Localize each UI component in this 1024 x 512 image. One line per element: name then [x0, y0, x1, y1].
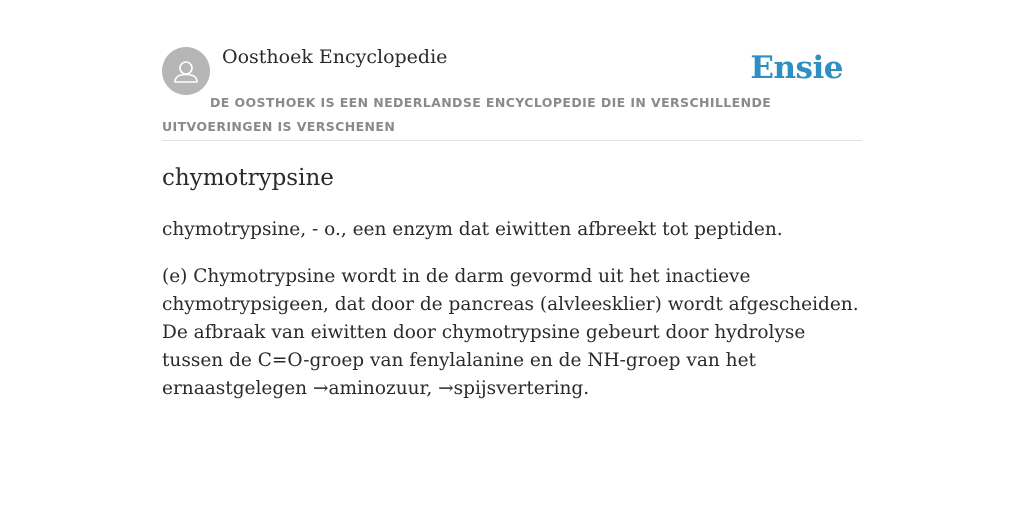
link-spijsvertering[interactable]: →spijsvertering — [438, 378, 584, 399]
user-icon — [162, 47, 210, 95]
article-definition: chymotrypsine, - o., een enzym dat eiwitten afbreekt tot peptiden. — [162, 219, 783, 240]
article-body — [162, 263, 862, 403]
link-separator: , — [426, 378, 439, 399]
link-aminozuur[interactable]: →aminozuur — [312, 378, 427, 399]
source-avatar[interactable] — [162, 47, 210, 95]
article-title: chymotrypsine — [162, 165, 334, 191]
source-tagline: DE OOSTHOEK IS EEN NEDERLANDSE ENCYCLOPEDIE DIE IN VERSCHILLENDE UITVOERINGEN IS VERSCHENEN — [162, 95, 772, 134]
article — [162, 160, 862, 403]
source-name[interactable]: Oosthoek Encyclopedie — [222, 46, 448, 68]
brand-logo[interactable]: Ensie — [750, 50, 843, 86]
source-header — [162, 45, 862, 141]
body-end: . — [583, 378, 590, 399]
article-body-text: (e) Chymotrypsine wordt in de darm gevormd uit het inactieve chymotrypsigeen, dat door de pancreas (alvleesklier) wordt afgescheiden. De afbraak van eiwitten door chymotrypsine gebeurt door hydrolyse tussen de C=O-groep van fenylalanine en de NH-groep van het ernaastgelegen — [162, 266, 859, 399]
